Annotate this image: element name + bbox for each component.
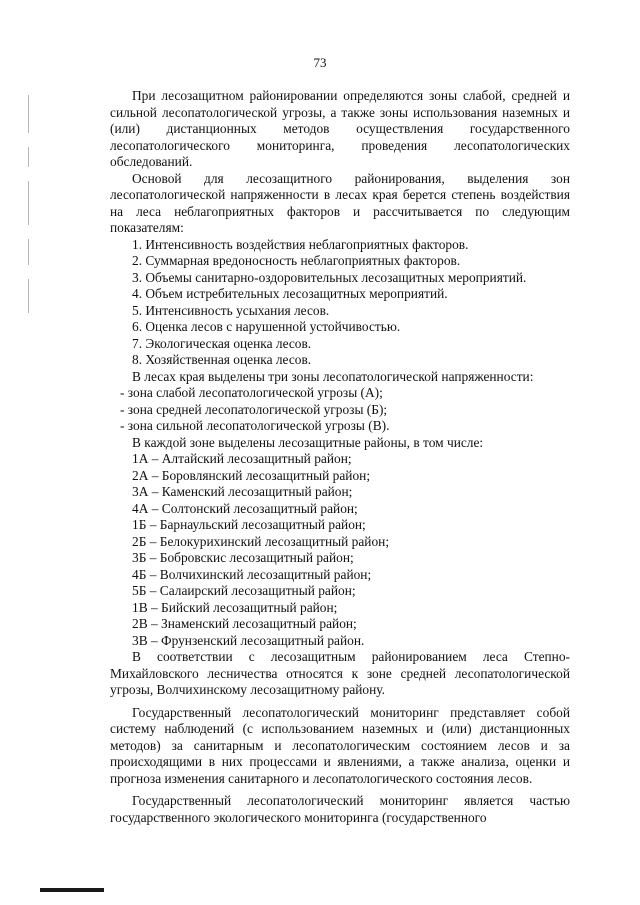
list-item: 1Б – Барнаульский лесозащитный район; (132, 517, 366, 532)
list-item: 4А – Солтонский лесозащитный район; (132, 500, 358, 516)
list-item: 3А – Каменский лесозащитный район; (132, 484, 353, 499)
list-item: 3В – Фрунзенский лесозащитный район. (132, 632, 365, 648)
list-item: 4. Объем истребительных лесозащитных мероприятий. (132, 286, 448, 301)
list-item: 2Б – Белокурихинский лесозащитный район; (132, 533, 390, 549)
list-item: 2А – Боровлянский лесозащитный район; (132, 467, 371, 483)
zones-intro: В лесах края выделены три зоны лесопатологической напряженности: (132, 368, 534, 384)
list-item: 4Б – Волчихинский лесозащитный район; (132, 566, 372, 582)
districts-intro: В каждой зоне выделены лесозащитные районы, в том числе: (132, 434, 484, 450)
paragraph-monitoring-definition: Государственный лесопатологический мониторинг представляет собой систему наблюдений (с использованием наземных и (или) дистанционных методов) за санитарным и лесопатологическим состоянием лесов и за происходящими в них процессами и явлениями, а также анализа, оценки и прогноза изменения санитарного и лесопатологического состояния лесов. (110, 704, 570, 786)
list-item: 5Б – Салаирский лесозащитный район; (132, 583, 356, 598)
list-item: 3. Объемы санитарно-оздоровительных лесозащитных мероприятий. (132, 269, 527, 285)
page-number: 73 (313, 55, 327, 70)
paragraph-monitoring-part: Государственный лесопатологический мониторинг является частью государственного экологического мониторинга (государственного (110, 793, 570, 825)
paragraph-forestry-zone: В соответствии с лесозащитным районированием леса Степно-Михайловского лесничества относятся к зоне средней лесопатологической угрозы, Волчихинскому лесозащитному району. (110, 649, 570, 697)
list-item: 7. Экологическая оценка лесов. (132, 335, 312, 351)
list-item: 3Б – Бобровскис лесозащитный район; (132, 550, 354, 565)
list-item: 2В – Знаменский лесозащитный район; (132, 616, 357, 631)
zones-list (110, 385, 570, 435)
paragraph-basis: Основой для лесозащитного районирования, выделения зон лесопатологической напряженности в лесах края берется степень воздействия на леса неблагоприятных факторов и рассчитывается по следующим показателям: (110, 170, 570, 235)
indicators-list (110, 237, 570, 369)
list-item: 1В – Бийский лесозащитный район; (132, 599, 338, 615)
list-item: 5. Интенсивность усыхания лесов. (132, 302, 330, 318)
list-item: 2. Суммарная вредоносность неблагоприятных факторов. (132, 253, 461, 268)
list-item: 6. Оценка лесов с нарушенной устойчивостью. (132, 319, 401, 334)
list-item: 8. Хозяйственная оценка лесов. (132, 352, 312, 367)
document-body (110, 88, 570, 826)
list-item: 1А – Алтайский лесозащитный район; (132, 451, 352, 466)
list-item: - зона средней лесопатологической угрозы (Б); (120, 401, 388, 417)
list-item: - зона сильной лесопатологической угрозы (В). (120, 418, 390, 433)
scan-edge-mark (40, 888, 104, 892)
paragraph-zoning: При лесозащитном районировании определяются зоны слабой, средней и сильной лесопатологической угрозы, а также зоны использования наземных и (или) дистанционных методов осуществления государственного лесопатологического мониторинга, проведения лесопатологических обследований. (110, 88, 570, 169)
list-item: - зона слабой лесопатологической угрозы (А); (120, 385, 383, 400)
districts-list (110, 451, 570, 649)
left-margin-scan-marks (28, 95, 32, 335)
list-item: 1. Интенсивность воздействия неблагоприятных факторов. (132, 236, 469, 252)
